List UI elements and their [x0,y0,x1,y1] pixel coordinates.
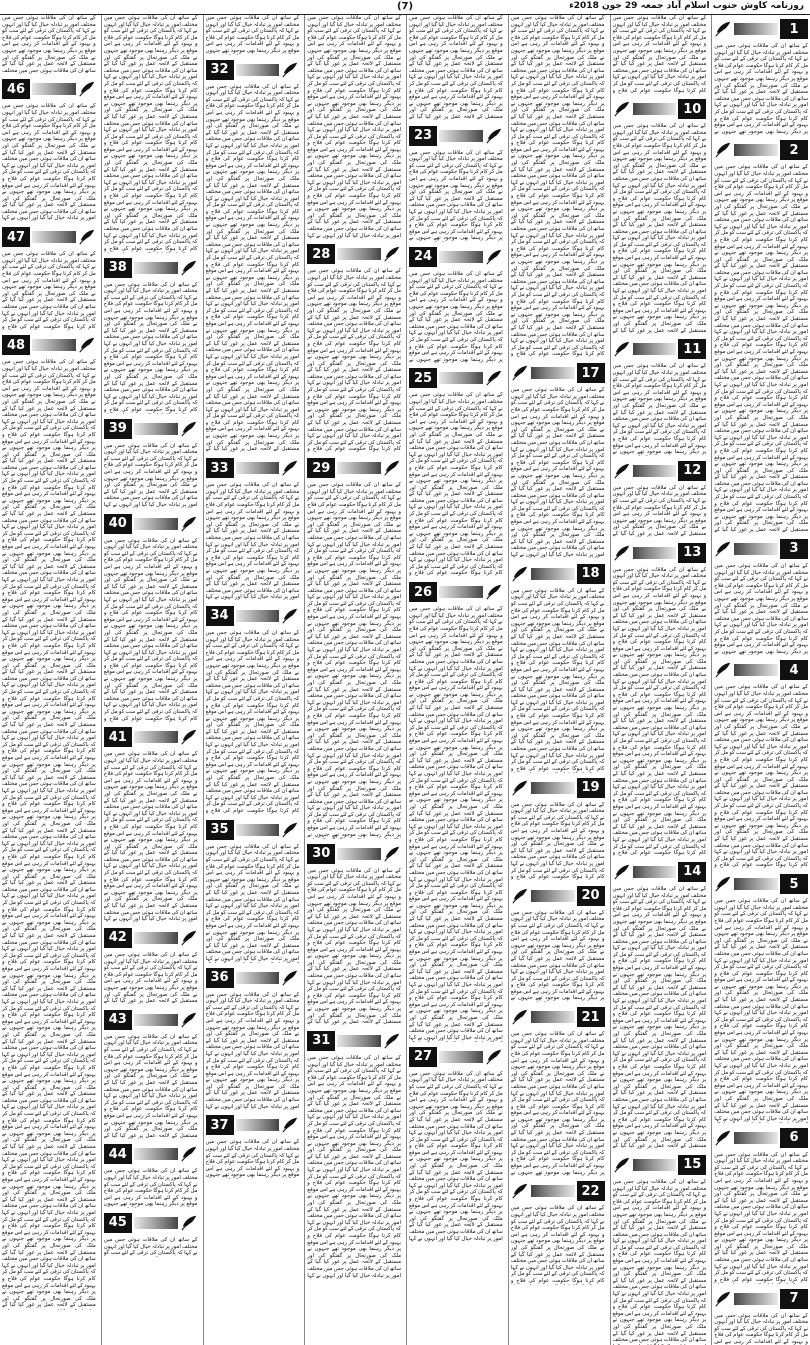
leaf-icon [383,245,401,263]
item-number: 11 [678,339,706,359]
item-number: 45 [104,1213,132,1233]
item-number: 22 [577,1181,605,1201]
column-2 [610,15,709,1345]
article-text: کے ساتھ ان کی ملاقات ہوئی جس میں مختلف امور پر تبادلہ خیال کیا گیا اور انہوں نے کہا کہ پاکستان کی ترقی کے لئے سب کو مل کر کام کرنا ہوگا حکومت عوام کی فلاح و بہبود کے لئے اقدامات کر رہی ہے اس موقع پر دیگر رہنما بھی موجود تھے جنہوں نے ملک کی صورتحال پر گفتگو کی اور مستقبل کے لائحہ عمل پر غور کیا گیا کے ساتھ ان کی ملاقات ہوئی جس میں مختلف امور پر تبادلہ خیال کیا گیا اور انہوں نے کہا کہ پاکستان کی ترقی کے لئے سب کو مل کر کام کرنا ہوگا حکومت عوام کی فلاح و بہبود کے لئے اقدامات کر رہی ہے اس موقع پر دیگر رہنما بھی موجود تھے جنہوں نے ملک کی صورتحال پر گفتگو کی اور مستقبل کے لائحہ عمل پر غور کیا گیا کے ساتھ ان کی ملاقات ہوئی جس میں مختلف امور پر تبادلہ خیال کیا گیا اور انہوں نے کہا کہ پاکستان کی ترقی کے لئے سب کو مل کر کام کرنا ہوگا حکومت عوام کی فلاح و بہبود کے لئے اقدامات کر رہی ہے اس موقع پر دیگر رہنما بھی موجود تھے جنہوں نے ملک کی صورتحال پر گفتگو کی اور مستقبل کے لائحہ عمل پر غور کیا گیا کے ساتھ ان کی ملاقات ہوئی جس میں مختلف امور پر تبادلہ خیال کیا گیا اور انہوں نے کہا کہ پاکستان کی ترقی کے لئے سب کو مل کر کام کرنا ہوگا حکومت عوام کی فلاح و [714,684,808,869]
article-text: کے ساتھ ان کی ملاقات ہوئی جس میں مختلف امور پر تبادلہ خیال کیا گیا اور انہوں نے کہا کہ پاکستان کی ترقی کے لئے سب کو مل کر کام کرنا ہوگا حکومت عوام کی فلاح و بہبود کے لئے اقدامات کر رہی ہے اس موقع پر دیگر رہنما بھی موجود تھے جنہوں نے ملک کی صورتحال پر گفتگو کی اور مستقبل کے لائحہ عمل پر غور کیا گیا کے ساتھ ان کی ملاقات ہوئی جس میں مختلف امور پر تبادلہ خیال کیا گیا اور انہوں نے کہا کہ پاکستان کی ترقی کے لئے سب کو مل کر کام کرنا ہوگا حکومت عوام کی فلاح و بہبود کے لئے اقدامات کر رہی ہے اس موقع پر دیگر رہنما بھی موجود تھے جنہوں نے ملک کی صورتحال پر گفتگو کی اور مستقبل کے لائحہ عمل پر غور کیا گیا کے ساتھ ان کی ملاقات ہوئی جس میں مختلف امور پر تبادلہ خیال کیا گیا اور انہوں نے کہا کہ پاکستان کی ترقی کے لئے سب کو مل کر کام کرنا ہوگا حکومت عوام کی فلاح و بہبود کے لئے اقدامات کر رہی ہے اس موقع پر دیگر رہنما بھی موجود تھے جنہوں نے ملک کی صورتحال پر گفتگو کی اور مستقبل کے لائحہ عمل پر غور کیا گیا کے ساتھ ان کی ملاقات ہوئی جس میں مختلف امور پر تبادلہ خیال کیا گیا اور انہوں نے کہا کہ پاکستان کی ترقی کے لئے سب کو مل کر کام کرنا ہوگا حکومت عوام کی فلاح و بہبود کے لئے اقدامات کر رہی ہے اس موقع پر دیگر رہنما بھی موجود تھے جنہوں نے ملک کی صورتحال پر گفتگو کی اور مستقبل کے لائحہ عمل پر غور کیا گیا کے ساتھ ان کی ملاقات ہوئی جس میں مختلف امور پر تبادلہ خیال کیا گیا اور انہوں نے کہا کہ پاکستان کی ترقی کے لئے سب کو مل کر کام کرنا ہوگا حکومت عوام کی فلاح و بہبود کے لئے اقدامات کر رہی ہے اس موقع پر دیگر رہنما بھی موجود تھے جنہوں نے ملک کی صورتحال پر گفتگو کی اور مستقبل کے لائحہ عمل پر غور کیا گیا کے ساتھ ان کی ملاقات ہوئی جس میں مختلف امور پر تبادلہ خیال کیا گیا اور انہوں نے کہا کہ پاکستان کی ترقی کے لئے سب کو مل کر کام کرنا ہوگا حکومت عوام کی فلاح و بہبود کے لئے اقدامات کر رہی ہے اس موقع پر دیگر رہنما بھی موجود تھے جنہوں نے ملک کی صورتحال پر گفتگو کی اور مستقبل کے لائحہ عمل پر غور کیا گیا کے ساتھ ان کی ملاقات ہوئی جس میں مختلف امور پر تبادلہ خیال کیا گیا اور انہوں نے کہا کہ پاکستان کی ترقی کے لئے سب کو مل کر کام کرنا ہوگا حکومت عوام کی فلاح و بہبود کے لئے اقدامات کر رہی ہے اس موقع پر دیگر رہنما بھی موجود تھے جنہوں نے ملک کی صورتحال پر گفتگو کی اور مستقبل کے لائحہ عمل پر غور کیا گیا کے [205,83,300,453]
item-number: 46 [2,79,30,99]
header-bar [134,1217,178,1229]
header-bar [439,251,483,263]
leaf-icon [714,661,732,679]
item-number: 5 [780,874,808,894]
newspaper-page [0,15,810,1345]
article-text: کے ساتھ ان کی ملاقات ہوئی جس میں مختلف امور پر تبادلہ خیال کیا گیا اور انہوں نے کہا کہ پاکستان کی ترقی کے لئے سب کو مل کر کام کرنا ہوگا حکومت عوام کی فلاح و بہبود کے لئے اقدامات کر رہی ہے اس موقع پر دیگر رہنما بھی موجود تھے جنہوں نے ملک کی صورتحال پر گفتگو کی اور مستقبل کے لائحہ عمل پر غور کیا گیا کے ساتھ ان کی ملاقات ہوئی جس میں مختلف امور پر تبادلہ خیال کیا گیا اور انہوں نے کہا کہ پاکستان کی ترقی کے لئے سب کو مل کر کام کرنا ہوگا حکومت عوام کی فلاح و بہبود کے لئے اقدامات کر رہی ہے اس موقع پر دیگر رہنما بھی موجود تھے جنہوں نے ملک کی صورتحال پر گفتگو کی اور مستقبل کے لائحہ عمل پر غور کیا گیا کے ساتھ ان کی ملاقات ہوئی جس میں مختلف امور پر تبادلہ خیال کیا گیا اور انہوں نے کہا کہ پاکستان کی ترقی کے لئے سب کو مل کر کام کرنا ہوگا حکومت عوام کی فلاح و بہبود کے لئے اقدامات کر رہی ہے اس موقع پر دیگر رہنما بھی موجود تھے جنہوں نے ملک کی صورتحال پر گفتگو کی اور مستقبل کے لائحہ عمل پر غور کیا گیا کے ساتھ ان کی ملاقات ہوئی جس میں مختلف امور پر تبادلہ خیال کیا گیا اور انہوں نے کہا [510,387,605,559]
article-text: کے ساتھ ان کی ملاقات ہوئی جس میں مختلف امور پر تبادلہ خیال کیا گیا اور انہوں نے کہا کہ پاکستان کی ترقی کے لئے سب کو مل کر کام کرنا ہوگا حکومت عوام کی فلاح و بہبود کے لئے اقدامات کر رہی ہے اس موقع پر دیگر رہنما بھی موجود تھے جنہوں نے ملک کی صورتحال پر گفتگو کی اور مستقبل کے لائحہ عمل پر غور کیا گیا کے ساتھ ان کی ملاقات ہوئی جس میں مختلف امور پر تبادلہ خیال کیا گیا اور انہوں نے کہا کہ پاکستان کی ترقی کے لئے سب کو مل کر کام کرنا ہوگا حکومت عوام کی فلاح و [510,1205,605,1284]
header-bar [32,339,76,351]
column-5 [304,15,403,1345]
item-number: 13 [678,543,706,563]
item-header [104,1143,198,1165]
leaf-icon [485,127,503,145]
item-header [104,726,198,748]
column-4 [406,15,505,1345]
leaf-icon [511,779,529,797]
item-header [714,1288,808,1310]
item-header [613,1154,707,1176]
leaf-icon [511,1182,529,1200]
item-number: 26 [409,582,437,602]
item-header [104,1009,198,1031]
item-number: 19 [577,778,605,798]
header-bar [734,23,778,35]
header-bar [134,1014,178,1026]
header-bar [134,262,178,274]
article-text: کے ساتھ ان کی ملاقات ہوئی جس میں مختلف امور پر تبادلہ خیال کیا گیا اور انہوں نے کہا کہ پاکستان کی ترقی کے لئے سب کو مل کر کام کرنا ہوگا حکومت عوام کی فلاح و بہبود کے لئے اقدامات کر رہی ہے اس موقع پر دیگر رہنما بھی موجود تھے جنہوں نے ملک کی صورتحال پر گفتگو کی اور مستقبل کے لائحہ عمل پر غور کیا گیا کے ساتھ ان کی ملاقات ہوئی جس میں مختلف امور پر تبادلہ خیال کیا گیا اور انہوں نے کہا کہ پاکستان کی ترقی کے لئے سب کو مل کر کام کرنا ہوگا حکومت عوام کی فلاح و بہبود کے لئے اقدامات کر رہی ہے اس موقع پر دیگر رہنما بھی موجود تھے جنہوں نے [409,270,503,363]
item-header [613,338,707,360]
article-text: کے ساتھ ان کی ملاقات ہوئی جس میں مختلف امور پر تبادلہ خیال کیا گیا اور انہوں نے کہا کہ پاکستان کی ترقی کے لئے سب کو مل کر کام کرنا ہوگا حکومت عوام کی فلاح و بہبود کے لئے اقدامات کر رہی ہے اس موقع پر دیگر رہنما بھی موجود تھے جنہوں نے ملک کی صورتحال پر گفتگو کی اور مستقبل کے لائحہ عمل پر غور کیا گیا کے ساتھ ان کی ملاقات ہوئی جس میں مختلف امور پر تبادلہ خیال کیا گیا اور انہوں نے کہا کہ پاکستان کی ترقی کے لئے سب کو مل کر کام کرنا ہوگا حکومت عوام کی فلاح و بہبود کے لئے اقدامات کر رہی ہے اس موقع پر دیگر رہنما بھی موجود تھے جنہوں نے ملک کی صورتحال پر گفتگو کی اور مستقبل کے لائحہ عمل پر غور کیا گیا کے ساتھ ان کی ملاقات ہوئی جس میں مختلف امور پر تبادلہ خیال کیا گیا اور انہوں نے کہا کہ پاکستان کی ترقی کے لئے سب کو مل کر کام کرنا ہوگا حکومت عوام کی فلاح و بہبود کے لئے اقدامات کر رہی ہے اس موقع پر دیگر رہنما بھی موجود تھے جنہوں نے ملک کی صورتحال پر گفتگو کی اور مستقبل کے لائحہ عمل پر غور کیا گیا کے ساتھ ان کی ملاقات ہوئی جس میں مختلف امور پر تبادلہ خیال کیا گیا اور انہوں نے کہا [409,1070,503,1242]
header-bar [439,1051,483,1063]
leaf-icon [180,1011,198,1029]
header-bar [531,782,575,794]
item-header [206,819,300,841]
item-number: 39 [104,419,132,439]
item-header [104,1212,198,1234]
item-header [511,885,605,907]
header-bar [32,83,76,95]
item-header [511,1006,605,1028]
header-bar [531,890,575,902]
page-header [0,0,810,15]
item-header [613,98,707,120]
article-text: کے ساتھ ان کی ملاقات ہوئی جس میں مختلف امور پر تبادلہ خیال کیا گیا اور انہوں نے کہا کہ پاکستان کی ترقی کے لئے سب کو مل کر کام کرنا ہوگا حکومت عوام کی فلاح و بہبود کے لئے اقدامات کر رہی ہے اس موقع پر دیگر رہنما بھی موجود تھے جنہوں نے ملک کی صورتحال پر گفتگو کی اور مستقبل کے لائحہ عمل پر غور کیا گیا کے ساتھ ان کی ملاقات ہوئی جس میں مختلف امور پر تبادلہ خیال کیا گیا اور انہوں نے کہا کہ پاکستان کی ترقی کے لئے سب کو مل کر کام کرنا ہوگا حکومت عوام کی فلاح و بہبود کے لئے اقدامات کر رہی ہے اس موقع پر دیگر رہنما بھی موجود تھے جنہوں نے ملک کی صورتحال پر گفتگو کی اور مستقبل کے لائحہ عمل پر غور کیا گیا کے ساتھ ان کی ملاقات ہوئی جس میں مختلف امور پر تبادلہ خیال کیا گیا اور انہوں نے کہا کہ پاکستان کی ترقی کے لئے سب کو مل کر کام کرنا ہوگا حکومت عوام کی فلاح و بہبود کے لئے اقدامات کر رہی ہے اس موقع پر دیگر رہنما بھی موجود تھے جنہوں نے ملک کی صورتحال پر گفتگو کی اور مستقبل کے لائحہ عمل پر غور کیا گیا کے [307,867,401,1026]
item-header [2,78,96,100]
item-number: 6 [780,1128,808,1148]
article-text: کے ساتھ ان کی ملاقات ہوئی جس میں مختلف امور پر تبادلہ خیال کیا گیا اور انہوں نے کہا کہ پاکستان کی ترقی کے لئے سب کو مل کر کام کرنا ہوگا حکومت عوام کی فلاح و بہبود کے لئے اقدامات کر رہی ہے اس موقع پر دیگر رہنما بھی موجود تھے جنہوں نے ملک کی صورتحال پر گفتگو کی اور مستقبل کے لائحہ عمل پر غور کیا گیا کے ساتھ ان کی ملاقات ہوئی جس میں مختلف امور پر تبادلہ خیال کیا گیا اور انہوں نے کہا کہ پاکستان کی ترقی کے لئے سب کو مل کر کام کرنا ہوگا حکومت عوام کی فلاح و بہبود کے لئے اقدامات کر رہی ہے اس موقع پر دیگر رہنما بھی موجود تھے جنہوں نے ملک کی صورتحال پر گفتگو کی اور مستقبل کے لائحہ عمل پر غور کیا گیا کے ساتھ ان کی ملاقات ہوئی جس میں مختلف امور پر تبادلہ خیال کیا گیا اور انہوں نے کہا کہ پاکستان کی ترقی کے لئے سب کو مل کر کام کرنا ہوگا حکومت عوام کی فلاح و بہبود کے لئے اقدامات کر رہی ہے اس موقع پر دیگر رہنما بھی موجود تھے جنہوں نے ملک کی صورتحال پر گفتگو کی اور مستقبل کے لائحہ عمل پر غور کیا گیا کے ساتھ ان کی ملاقات ہوئی جس میں مختلف امور پر تبادلہ خیال کیا گیا اور انہوں نے کہا کہ پاکستان کی ترقی کے لئے سب کو مل کر کام کرنا ہوگا حکومت عوام کی فلاح و [103,537,198,722]
header-bar [531,1185,575,1197]
article-text: کے ساتھ ان کی ملاقات ہوئی جس میں مختلف امور پر تبادلہ خیال کیا گیا اور انہوں نے کہا کہ پاکستان کی ترقی کے لئے سب کو مل کر کام کرنا ہوگا حکومت عوام کی فلاح و بہبود کے لئے اقدامات کر رہی ہے اس موقع پر دیگر رہنما بھی موجود تھے جنہوں نے ملک کی صورتحال پر گفتگو کی اور مستقبل کے لائحہ عمل پر غور کیا گیا کے ساتھ ان کی ملاقات ہوئی جس میں مختلف امور پر تبادلہ خیال کیا گیا اور انہوں نے کہا کہ پاکستان کی ترقی کے لئے سب کو مل کر کام کرنا ہوگا حکومت عوام کی فلاح و بہبود کے لئے اقدامات کر رہی ہے اس موقع پر دیگر رہنما بھی موجود تھے جنہوں نے ملک کی صورتحال پر گفتگو کی اور مستقبل کے لائحہ عمل پر غور کیا گیا کے ساتھ ان کی ملاقات ہوئی جس میں مختلف امور پر تبادلہ خیال کیا گیا اور انہوں نے کہا کہ پاکستان کی ترقی کے لئے سب کو مل کر کام کرنا ہوگا حکومت عوام کی فلاح و بہبود کے لئے اقدامات کر رہی ہے اس موقع پر دیگر رہنما بھی موجود تھے جنہوں نے ملک کی صورتحال پر گفتگو کی اور مستقبل کے لائحہ عمل پر غور کیا گیا کے ساتھ ان کی ملاقات ہوئی جس میں مختلف امور پر تبادلہ خیال کیا گیا اور انہوں نے کہا کہ پاکستان کی ترقی کے لئے سب کو مل کر کام کرنا ہوگا حکومت عوام کی فلاح و بہبود کے لئے اقدامات کر رہی ہے اس موقع پر دیگر رہنما بھی موجود تھے جنہوں نے ملک کی صورتحال پر گفتگو کی اور مستقبل کے لائحہ عمل پر غور کیا گیا کے ساتھ ان کی ملاقات ہوئی جس میں مختلف امور پر تبادلہ خیال کیا گیا اور انہوں نے کہا کہ پاکستان کی ترقی کے لئے سب کو مل کر کام کرنا ہوگا حکومت عوام کی فلاح و بہبود کے لئے اقدامات کر رہی ہے اس موقع پر دیگر رہنما بھی موجود تھے جنہوں نے ملک کی صورتحال پر گفتگو کی اور مستقبل کے لائحہ عمل پر غور کیا گیا کے ساتھ ان کی ملاقات ہوئی جس میں مختلف امور پر تبادلہ خیال کیا گیا اور انہوں نے کہا کہ پاکستان کی ترقی کے لئے سب کو مل کر کام کرنا ہوگا حکومت عوام کی فلاح و بہبود کے لئے اقدامات کر رہی ہے اس موقع پر دیگر رہنما بھی موجود تھے جنہوں نے ملک کی صورتحال پر گفتگو کی اور مستقبل کے لائحہ عمل پر غور کیا گیا کے ساتھ ان کی ملاقات ہوئی جس میں مختلف امور پر تبادلہ خیال کیا گیا اور انہوں نے کہا کہ پاکستان کی ترقی کے لئے سب کو مل کر کام کرنا ہوگا حکومت عوام کی فلاح و بہبود کے لئے اقدامات کر رہی ہے اس موقع پر دیگر رہنما بھی موجود تھے جنہوں نے ملک کی صورتحال پر گفتگو کی اور مستقبل کے لائحہ عمل پر غور کیا گیا کے ساتھ ان کی ملاقات ہوئی جس میں مختلف امور پر تبادلہ خیال کیا گیا اور انہوں نے کہا کہ پاکستان کی ترقی کے لئے سب کو مل کر کام کرنا ہوگا حکومت عوام کی فلاح و بہبود کے لئے اقدامات کر رہی ہے اس موقع پر دیگر رہنما بھی موجود تھے جنہوں نے ملک کی صورتحال پر گفتگو کی اور مستقبل کے لائحہ عمل پر غور کیا گیا کے ساتھ ان کی ملاقات ہوئی جس میں مختلف امور پر تبادلہ خیال کیا گیا اور انہوں نے کہا کہ پاکستان کی ترقی کے لئے سب کو مل کر کام کرنا ہوگا حکومت عوام کی فلاح و بہبود کے لئے اقدامات کر رہی ہے اس موقع پر دیگر رہنما بھی موجود تھے جنہوں نے ملک کی صورتحال پر گفتگو کی اور مستقبل کے لائحہ عمل پر غور کیا گیا کے ساتھ ان کی ملاقات ہوئی جس میں مختلف امور پر تبادلہ خیال کیا گیا اور انہوں نے کہا کہ پاکستان کی ترقی کے لئے سب کو مل کر کام کرنا ہوگا حکومت عوام کی فلاح و بہبود کے لئے اقدامات کر رہی ہے اس موقع پر دیگر رہنما بھی موجود تھے جنہوں نے ملک کی صورتحال پر گفتگو کی اور مستقبل کے لائحہ عمل پر غور کیا گیا کے ساتھ ان کی ملاقات ہوئی جس میں مختلف امور پر تبادلہ خیال کیا گیا اور انہوں نے کہا کہ پاکستان کی ترقی کے لئے سب کو مل کر کام کرنا ہوگا حکومت عوام کی فلاح و بہبود کے لئے اقدامات کر رہی ہے اس موقع پر دیگر رہنما بھی موجود تھے جنہوں نے ملک کی صورتحال پر گفتگو کی اور مستقبل کے لائحہ عمل پر غور کیا گیا کے ساتھ ان کی ملاقات ہوئی جس میں مختلف امور پر تبادلہ خیال کیا گیا اور انہوں نے کہا کہ پاکستان کی ترقی کے لئے سب کو مل کر کام کرنا ہوگا حکومت عوام کی فلاح و بہبود کے لئے اقدامات کر رہی ہے اس موقع پر دیگر رہنما بھی موجود تھے جنہوں نے ملک کی صورتحال پر گفتگو کی اور مستقبل کے لائحہ عمل پر غور کیا گیا کے ساتھ ان کی ملاقات ہوئی جس میں مختلف امور پر تبادلہ خیال کیا گیا اور انہوں نے کہا کہ پاکستان کی ترقی کے لئے سب کو مل کر کام کرنا ہوگا حکومت عوام کی فلاح و بہبود کے لئے اقدامات کر رہی ہے اس موقع پر دیگر رہنما بھی موجود تھے جنہوں نے ملک کی صورتحال پر گفتگو کی اور مستقبل کے لائحہ عمل پر غور کیا گیا کے ساتھ ان کی ملاقات ہوئی جس میں مختلف امور پر تبادلہ خیال کیا گیا اور انہوں نے کہا کہ پاکستان کی ترقی کے لئے سب کو مل کر کام کرنا ہوگا حکومت عوام کی فلاح و بہبود کے لئے اقدامات کر رہی ہے اس موقع پر دیگر رہنما بھی موجود تھے جنہوں نے ملک کی صورتحال پر گفتگو کی اور مستقبل کے لائحہ عمل پر غور کیا گیا کے ساتھ ان کی ملاقات ہوئی جس میں مختلف امور پر تبادلہ خیال کیا گیا اور انہوں نے کہا کہ پاکستان کی ترقی کے لئے سب کو مل کر کام کرنا ہوگا حکومت عوام کی فلاح و بہبود کے لئے اقدامات کر رہی ہے اس موقع پر دیگر رہنما بھی موجود تھے جنہوں نے ملک کی صورتحال پر گفتگو کی اور مستقبل کے لائحہ عمل پر غور کیا گیا کے ساتھ ان کی ملاقات ہوئی جس میں مختلف امور پر تبادلہ خیال کیا گیا اور انہوں نے کہا کہ پاکستان کی ترقی کے لئے سب کو مل کر کام کرنا ہوگا حکومت عوام کی فلاح و بہبود کے لئے اقدامات کر رہی ہے اس موقع پر دیگر رہنما بھی موجود تھے جنہوں نے ملک کی صورتحال پر گفتگو کی اور مستقبل کے لائحہ عمل پر غور کیا گیا کے ساتھ ان کی ملاقات ہوئی جس میں مختلف امور پر تبادلہ خیال کیا گیا اور انہوں نے کہا کہ پاکستان کی ترقی کے لئے سب کو مل کر کام کرنا ہوگا حکومت عوام کی فلاح و بہبود کے لئے اقدامات کر رہی ہے اس موقع پر دیگر رہنما بھی موجود تھے جنہوں نے ملک کی صورتحال پر گفتگو کی اور مستقبل کے لائحہ عمل پر غور کیا گیا کے ساتھ ان کی ملاقات ہوئی جس میں مختلف امور پر تبادلہ خیال کیا گیا اور انہوں نے کہا کہ پاکستان کی ترقی کے لئے سب کو مل کر کام کرنا ہوگا حکومت عوام کی فلاح و بہبود کے لئے اقدامات کر رہی ہے اس موقع پر دیگر رہنما بھی موجود تھے جنہوں نے ملک کی صورتحال پر گفتگو کی اور مستقبل کے لائحہ عمل پر غور کیا گیا کے [2,359,96,1309]
header-bar [531,367,575,379]
article-text: کے ساتھ ان کی ملاقات ہوئی جس میں مختلف امور پر تبادلہ خیال کیا گیا اور انہوں نے کہا کہ پاکستان کی ترقی کے لئے سب کو مل کر کام کرنا ہوگا حکومت عوام کی فلاح و بہبود کے لئے اقدامات کر رہی ہے اس موقع پر دیگر رہنما بھی موجود تھے جنہوں نے ملک کی صورتحال پر گفتگو کی اور مستقبل کے لائحہ عمل پر غور کیا گیا کے ساتھ ان کی ملاقات ہوئی جس میں مختلف امور پر تبادلہ خیال کیا گیا اور انہوں نے کہا کہ پاکستان کی ترقی کے لئے سب کو مل کر کام کرنا ہوگا حکومت عوام کی فلاح و بہبود کے لئے اقدامات کر رہی ہے اس موقع پر دیگر رہنما بھی موجود تھے جنہوں نے ملک کی صورتحال پر گفتگو کی اور مستقبل کے لائحہ عمل پر غور کیا گیا کے ساتھ ان کی ملاقات ہوئی جس میں مختلف امور پر تبادلہ خیال کیا گیا اور انہوں نے کہا کہ پاکستان کی ترقی کے لئے سب کو مل کر کام کرنا ہوگا حکومت عوام کی فلاح و بہبود کے لئے اقدامات کر رہی ہے اس موقع پر دیگر رہنما بھی موجود تھے جنہوں نے ملک کی صورتحال پر گفتگو کی اور مستقبل کے لائحہ عمل پر غور کیا گیا کے ساتھ ان کی ملاقات ہوئی جس میں مختلف امور پر تبادلہ خیال کیا گیا اور انہوں نے کہا کہ پاکستان کی ترقی کے لئے سب کو مل کر کام کرنا ہوگا حکومت عوام کی فلاح و بہبود کے لئے اقدامات کر رہی ہے اس موقع پر دیگر رہنما بھی موجود تھے جنہوں نے ملک کی صورتحال پر گفتگو کی اور مستقبل کے لائحہ عمل پر غور کیا گیا کے ساتھ ان کی ملاقات ہوئی جس میں مختلف امور پر تبادلہ خیال کیا گیا اور انہوں نے کہا کہ پاکستان کی ترقی کے لئے سب کو مل کر کام کرنا ہوگا حکومت عوام کی فلاح و بہبود کے لئے اقدامات کر رہی ہے اس موقع پر دیگر رہنما بھی موجود تھے جنہوں نے ملک کی صورتحال پر گفتگو کی اور مستقبل کے لائحہ عمل پر غور کیا گیا کے ساتھ ان کی ملاقات ہوئی جس میں مختلف امور پر تبادلہ خیال کیا گیا اور انہوں نے کہا کہ پاکستان کی ترقی کے لئے سب کو مل کر کام کرنا ہوگا حکومت عوام کی فلاح و بہبود کے لئے اقدامات کر رہی ہے اس موقع پر دیگر رہنما بھی موجود تھے جنہوں نے ملک کی صورتحال پر گفتگو کی اور مستقبل کے لائحہ عمل پر غور کیا گیا کے ساتھ ان کی ملاقات ہوئی جس میں مختلف امور پر تبادلہ خیال کیا گیا اور انہوں نے کہا کہ پاکستان کی ترقی کے لئے سب کو مل کر کام کرنا ہوگا حکومت عوام کی فلاح و بہبود کے لئے اقدامات کر رہی ہے اس موقع پر دیگر رہنما بھی موجود تھے جنہوں نے ملک کی صورتحال پر گفتگو کی اور مستقبل کے لائحہ عمل پر غور کیا گیا کے [714,164,808,534]
article-text: کے ساتھ ان کی ملاقات ہوئی جس میں مختلف امور پر تبادلہ خیال کیا گیا اور انہوں نے کہا کہ پاکستان کی ترقی کے لئے سب کو مل کر کام کرنا ہوگا حکومت عوام کی فلاح و بہبود کے لئے اقدامات کر رہی ہے اس موقع پر دیگر رہنما بھی موجود تھے جنہوں نے ملک کی صورتحال پر گفتگو کی اور مستقبل کے لائحہ عمل پر غور کیا گیا کے ساتھ ان کی ملاقات ہوئی جس میں مختلف امور پر تبادلہ خیال کیا گیا اور انہوں نے کہا کہ پاکستان کی ترقی کے لئے سب کو مل کر کام کرنا ہوگا حکومت عوام کی فلاح و بہبود کے لئے اقدامات کر رہی ہے اس موقع پر دیگر رہنما بھی موجود تھے جنہوں نے ملک کی صورتحال پر گفتگو کی اور مستقبل کے لائحہ عمل پر غور کیا گیا کے ساتھ ان کی ملاقات ہوئی جس میں مختلف امور پر تبادلہ خیال کیا گیا اور انہوں نے کہا کہ پاکستان کی ترقی کے لئے سب کو مل کر کام کرنا ہوگا حکومت عوام کی فلاح و بہبود کے لئے اقدامات کر رہی ہے اس موقع پر دیگر رہنما بھی موجود تھے جنہوں نے ملک کی صورتحال پر گفتگو کی اور مستقبل کے لائحہ عمل پر غور کیا گیا کے ساتھ ان کی ملاقات ہوئی جس میں مختلف امور پر تبادلہ خیال کیا گیا اور انہوں نے کہا کہ پاکستان کی ترقی کے لئے سب کو مل کر کام کرنا ہوگا حکومت عوام کی فلاح و بہبود کے لئے اقدامات کر رہی ہے اس موقع پر دیگر رہنما بھی موجود تھے جنہوں نے ملک کی صورتحال پر گفتگو کی اور مستقبل کے لائحہ عمل پر غور کیا گیا کے ساتھ ان کی ملاقات ہوئی جس میں مختلف امور پر تبادلہ خیال کیا گیا اور انہوں نے کہا [714,898,808,1122]
article-text: کے ساتھ ان کی ملاقات ہوئی جس میں مختلف امور پر تبادلہ خیال کیا گیا اور انہوں نے کہا کہ پاکستان کی ترقی کے لئے سب کو مل کر کام کرنا ہوگا حکومت عوام کی فلاح و بہبود کے لئے اقدامات کر رہی ہے اس موقع پر دیگر رہنما بھی موجود تھے جنہوں نے ملک کی صورتحال پر گفتگو کی اور مستقبل کے لائحہ عمل پر غور کیا گیا کے ساتھ ان کی ملاقات ہوئی جس میں مختلف امور پر تبادلہ خیال کیا گیا اور انہوں نے کہا کہ پاکستان کی ترقی کے لئے سب کو مل کر کام کرنا ہوگا حکومت عوام کی فلاح و بہبود کے لئے اقدامات کر رہی ہے اس موقع پر دیگر رہنما بھی موجود تھے جنہوں نے ملک کی صورتحال پر گفتگو کی اور مستقبل کے لائحہ عمل پر غور کیا گیا کے ساتھ ان کی ملاقات ہوئی جس میں مختلف امور پر تبادلہ خیال کیا گیا اور انہوں نے کہا کہ پاکستان کی ترقی کے لئے سب کو مل کر کام کرنا ہوگا حکومت عوام کی فلاح و بہبود کے لئے اقدامات کر رہی ہے اس موقع پر دیگر رہنما بھی موجود تھے جنہوں نے ملک کی صورتحال پر گفتگو کی اور مستقبل کے لائحہ عمل پر غور کیا گیا کے ساتھ ان کی ملاقات ہوئی جس میں مختلف امور پر تبادلہ خیال کیا گیا اور انہوں نے کہا [103,751,198,923]
article-text: کے ساتھ ان کی ملاقات ہوئی جس میں مختلف امور پر تبادلہ خیال کیا گیا اور انہوں نے کہا کہ پاکستان کی ترقی کے لئے سب کو [103,1236,198,1257]
leaf-icon [613,544,631,562]
item-number: 32 [206,60,234,80]
item-number: 44 [104,1144,132,1164]
article-text: کے ساتھ ان کی ملاقات ہوئی جس میں مختلف امور پر تبادلہ خیال کیا گیا اور انہوں نے کہا کہ پاکستان کی ترقی کے لئے سب کو مل کر کام کرنا ہوگا حکومت عوام کی فلاح و بہبود کے لئے اقدامات کر رہی ہے اس موقع پر دیگر رہنما بھی موجود تھے جنہوں [205,15,300,54]
header-bar [337,1035,381,1047]
item-header [409,581,503,603]
item-header [511,777,605,799]
item-number: 38 [104,258,132,278]
item-number: 4 [780,660,808,680]
item-header [206,967,300,989]
item-header [714,139,808,161]
article-text: کے ساتھ ان کی ملاقات ہوئی جس میں مختلف امور پر تبادلہ خیال کیا گیا اور انہوں نے کہا کہ پاکستان کی ترقی کے لئے سب کو مل کر کام کرنا ہوگا حکومت عوام کی فلاح و بہبود کے لئے اقدامات کر رہی ہے اس موقع پر دیگر رہنما بھی موجود تھے جنہوں نے ملک کی صورتحال پر گفتگو کی اور مستقبل کے لائحہ عمل پر غور کیا گیا کے ساتھ ان کی ملاقات ہوئی جس میں مختلف امور پر تبادلہ خیال کیا گیا اور انہوں نے کہا کہ پاکستان کی ترقی کے لئے سب کو مل کر کام کرنا ہوگا حکومت عوام کی فلاح و بہبود کے لئے اقدامات کر رہی ہے اس موقع پر دیگر رہنما بھی موجود تھے جنہوں نے ملک کی صورتحال پر گفتگو کی اور مستقبل کے لائحہ عمل پر غور کیا گیا کے ساتھ ان کی ملاقات ہوئی جس میں مختلف امور پر تبادلہ خیال کیا گیا اور انہوں نے کہا کہ پاکستان کی ترقی کے لئے سب کو مل کر کام کرنا ہوگا حکومت عوام کی فلاح و بہبود کے لئے اقدامات کر رہی ہے اس موقع پر دیگر رہنما بھی موجود تھے جنہوں نے [510,1031,605,1176]
article-text: کے ساتھ ان کی ملاقات ہوئی جس میں مختلف امور پر تبادلہ خیال کیا گیا اور انہوں نے کہا کہ پاکستان کی ترقی کے لئے سب کو مل کر کام کرنا ہوگا حکومت عوام کی فلاح و بہبود کے لئے اقدامات کر رہی ہے اس موقع پر دیگر رہنما بھی موجود تھے جنہوں نے ملک کی صورتحال پر گفتگو کی اور مستقبل کے لائحہ عمل پر غور کیا گیا کے ساتھ ان کی ملاقات ہوئی جس میں مختلف امور پر تبادلہ خیال کیا گیا اور انہوں نے کہا کہ پاکستان کی ترقی کے لئے سب کو مل کر کام کرنا ہوگا حکومت عوام کی فلاح و بہبود کے لئے اقدامات کر رہی ہے اس موقع پر دیگر رہنما بھی موجود تھے جنہوں نے ملک کی صورتحال پر گفتگو کی اور مستقبل کے لائحہ عمل پر غور کیا گیا کے ساتھ ان کی ملاقات ہوئی جس میں مختلف امور پر تبادلہ خیال کیا گیا اور انہوں نے کہا کہ پاکستان کی ترقی کے لئے سب کو مل کر کام کرنا ہوگا حکومت عوام کی فلاح و بہبود کے لئے اقدامات کر رہی ہے اس موقع پر دیگر رہنما بھی موجود تھے جنہوں نے ملک کی صورتحال پر گفتگو کی اور مستقبل کے لائحہ عمل پر غور کیا گیا کے ساتھ ان کی ملاقات ہوئی جس میں مختلف امور پر تبادلہ خیال کیا گیا اور انہوں نے کہا کہ پاکستان کی ترقی کے لئے سب کو مل کر کام کرنا ہوگا حکومت عوام کی فلاح و [307,268,401,453]
header-bar [633,1159,677,1171]
header-bar [633,103,677,115]
header-bar [734,1132,778,1144]
item-number: 1 [780,19,808,39]
article-text: کے ساتھ ان کی ملاقات ہوئی جس میں مختلف امور پر تبادلہ خیال کیا گیا اور انہوں نے کہا کہ پاکستان کی ترقی کے لئے سب کو مل کر کام کرنا ہوگا حکومت عوام کی فلاح و بہبود کے لئے اقدامات کر رہی ہے اس موقع پر دیگر رہنما بھی موجود تھے جنہوں نے ملک کی صورتحال پر گفتگو کی اور مستقبل کے لائحہ عمل پر غور کیا گیا کے ساتھ ان کی ملاقات ہوئی جس میں مختلف امور پر تبادلہ خیال کیا گیا اور انہوں نے کہا کہ پاکستان کی ترقی کے لئے سب کو مل کر کام کرنا ہوگا حکومت عوام کی فلاح و بہبود کے لئے اقدامات کر رہی ہے اس موقع پر دیگر رہنما بھی موجود تھے جنہوں نے [612,363,707,456]
item-number: 40 [104,514,132,534]
item-number: 12 [678,461,706,481]
article-text: کے ساتھ ان کی ملاقات ہوئی جس میں مختلف امور پر تبادلہ خیال کیا گیا اور انہوں نے کہا کہ پاکستان کی ترقی کے لئے سب کو مل کر کام کرنا ہوگا حکومت عوام کی فلاح و بہبود کے لئے اقدامات کر رہی ہے اس موقع پر دیگر رہنما بھی موجود تھے جنہوں نے ملک کی صورتحال پر گفتگو کی اور مستقبل کے لائحہ عمل پر غور کیا گیا کے ساتھ ان کی ملاقات ہوئی جس میں مختلف امور پر تبادلہ خیال کیا گیا اور انہوں نے کہا کہ پاکستان کی ترقی کے لئے سب کو مل کر کام کرنا ہوگا حکومت عوام کی فلاح و بہبود کے لئے اقدامات کر رہی ہے اس موقع پر دیگر رہنما بھی موجود تھے جنہوں نے ملک کی صورتحال پر گفتگو کی اور مستقبل کے لائحہ عمل پر غور کیا گیا کے [103,1033,198,1139]
item-header [409,367,503,389]
leaf-icon [714,1290,732,1308]
header-bar [134,518,178,530]
header-bar [236,1119,280,1131]
leaf-icon [180,1145,198,1163]
header-bar [439,372,483,384]
article-text: کے ساتھ ان کی ملاقات ہوئی جس میں مختلف امور پر تبادلہ خیال کیا گیا اور انہوں نے کہا کہ پاکستان کی ترقی کے لئے سب کو مل کر کام کرنا ہوگا حکومت عوام کی فلاح و بہبود کے لئے اقدامات کر رہی ہے اس موقع پر دیگر رہنما بھی موجود تھے جنہوں نے ملک کی صورتحال پر گفتگو کی اور مستقبل کے لائحہ عمل پر غور کیا گیا کے ساتھ ان کی ملاقات ہوئی جس میں مختلف امور پر تبادلہ خیال کیا گیا اور انہوں نے کہا کہ پاکستان کی ترقی کے لئے سب کو مل کر کام کرنا ہوگا حکومت عوام کی فلاح و بہبود کے لئے اقدامات کر رہی ہے اس موقع پر دیگر رہنما بھی موجود تھے جنہوں نے ملک کی صورتحال پر گفتگو کی اور مستقبل کے لائحہ عمل پر غور کیا گیا کے ساتھ ان کی ملاقات ہوئی جس میں مختلف امور پر تبادلہ خیال کیا گیا اور انہوں نے کہا کہ پاکستان کی ترقی کے لئے سب کو مل کر کام کرنا ہوگا حکومت عوام کی فلاح و [103,281,198,413]
article-text: کے ساتھ ان کی ملاقات ہوئی جس میں مختلف امور پر تبادلہ خیال کیا گیا اور انہوں نے کہا کہ پاکستان کی ترقی کے لئے سب کو مل کر کام کرنا ہوگا حکومت عوام کی فلاح و بہبود کے لئے اقدامات کر رہی ہے اس موقع پر دیگر رہنما بھی موجود تھے جنہوں نے ملک کی صورتحال پر گفتگو کی اور مستقبل کے لائحہ عمل پر غور کیا گیا کے ساتھ ان کی ملاقات ہوئی جس میں مختلف امور پر تبادلہ خیال کیا گیا اور انہوں نے کہا کہ پاکستان کی ترقی کے لئے سب کو مل کر کام کرنا ہوگا حکومت عوام کی فلاح و بہبود کے لئے اقدامات کر رہی ہے اس موقع پر دیگر رہنما بھی موجود تھے جنہوں نے ملک کی صورتحال پر گفتگو کی اور مستقبل کے لائحہ عمل پر غور کیا گیا کے ساتھ ان کی ملاقات ہوئی جس میں مختلف امور پر تبادلہ خیال کیا گیا اور انہوں نے کہا کہ پاکستان کی ترقی کے لئے سب کو مل کر کام کرنا ہوگا حکومت عوام کی فلاح و بہبود کے لئے اقدامات کر رہی ہے اس موقع پر دیگر رہنما بھی موجود تھے جنہوں نے ملک کی صورتحال پر گفتگو کی اور مستقبل کے لائحہ عمل پر غور کیا گیا کے ساتھ ان کی ملاقات ہوئی جس میں مختلف امور پر تبادلہ خیال کیا گیا اور انہوں نے کہا کہ پاکستان کی ترقی کے لئے سب کو مل کر کام کرنا ہوگا حکومت عوام کی فلاح و بہبود کے لئے اقدامات کر رہی ہے اس موقع پر دیگر رہنما بھی موجود تھے جنہوں نے ملک کی صورتحال پر گفتگو کی اور مستقبل کے لائحہ عمل پر غور کیا گیا کے ساتھ ان کی ملاقات ہوئی جس میں مختلف امور پر تبادلہ خیال کیا گیا اور انہوں نے کہا کہ پاکستان کی ترقی کے لئے سب کو مل کر کام کرنا ہوگا حکومت عوام کی فلاح و [103,15,198,252]
leaf-icon [180,728,198,746]
article-text: کے ساتھ ان کی ملاقات ہوئی جس میں مختلف امور پر تبادلہ خیال کیا گیا اور انہوں نے کہا کہ پاکستان کی ترقی کے لئے سب کو مل کر کام کرنا ہوگا حکومت عوام کی فلاح و بہبود کے لئے اقدامات کر رہی ہے اس موقع پر دیگر رہنما بھی موجود تھے جنہوں نے ملک کی صورتحال پر گفتگو کی اور مستقبل کے لائحہ عمل پر غور کیا گیا کے ساتھ ان کی ملاقات ہوئی جس میں مختلف امور پر تبادلہ خیال کیا گیا اور انہوں نے کہا کہ پاکستان کی ترقی کے لئے سب کو مل کر کام کرنا ہوگا حکومت عوام کی فلاح و [510,801,605,881]
article-text: کے ساتھ ان کی ملاقات ہوئی جس میں مختلف امور پر تبادلہ خیال کیا گیا اور انہوں نے کہا کہ پاکستان کی ترقی کے لئے سب کو مل کر کام کرنا ہوگا حکومت عوام کی فلاح و بہبود کے لئے اقدامات کر رہی ہے اس موقع پر دیگر رہنما بھی موجود تھے جنہوں نے ملک کی صورتحال پر گفتگو کی اور مستقبل کے لائحہ عمل پر غور کیا گیا کے ساتھ ان کی ملاقات ہوئی جس میں مختلف امور پر تبادلہ خیال کیا گیا اور انہوں نے کہا کہ پاکستان کی ترقی کے لئے سب کو مل کر کام کرنا ہوگا حکومت عوام کی فلاح و بہبود کے لئے اقدامات کر رہی ہے اس موقع پر دیگر رہنما بھی موجود تھے جنہوں نے ملک کی صورتحال پر گفتگو کی اور مستقبل کے لائحہ عمل پر غور کیا گیا کے ساتھ ان کی ملاقات ہوئی جس میں مختلف امور پر تبادلہ خیال کیا گیا اور انہوں نے کہا کہ پاکستان کی ترقی کے لئے سب کو مل کر کام کرنا ہوگا حکومت عوام کی فلاح و بہبود کے لئے اقدامات کر رہی ہے اس موقع پر دیگر رہنما بھی موجود تھے جنہوں نے ملک کی صورتحال پر گفتگو کی اور مستقبل کے لائحہ عمل پر غور کیا گیا کے ساتھ ان کی ملاقات ہوئی جس میں مختلف امور پر تبادلہ خیال کیا گیا اور انہوں نے کہا کہ پاکستان کی ترقی کے لئے سب کو مل کر کام کرنا ہوگا حکومت عوام کی فلاح و بہبود کے لئے اقدامات کر رہی ہے اس موقع پر دیگر رہنما بھی موجود تھے جنہوں نے ملک کی صورتحال پر گفتگو کی اور مستقبل کے لائحہ عمل پر غور کیا گیا کے ساتھ ان کی ملاقات ہوئی جس میں مختلف امور پر تبادلہ خیال کیا گیا اور انہوں نے کہا [307,15,401,239]
header-bar [236,824,280,836]
item-header [307,457,401,479]
article-text: کے ساتھ ان کی ملاقات ہوئی جس میں مختلف امور پر تبادلہ خیال کیا گیا اور انہوں نے کہا کہ پاکستان کی ترقی کے لئے سب کو مل کر کام کرنا ہوگا حکومت عوام کی فلاح و بہبود کے لئے اقدامات کر رہی ہے اس موقع پر دیگر رہنما بھی موجود تھے جنہوں نے ملک کی صورتحال پر گفتگو کی اور مستقبل کے لائحہ عمل پر غور کیا گیا کے ساتھ ان کی ملاقات ہوئی جس میں مختلف امور پر تبادلہ خیال کیا گیا اور انہوں نے کہا کہ پاکستان کی ترقی کے لئے سب کو مل کر کام کرنا ہوگا حکومت عوام کی فلاح و بہبود کے لئے اقدامات کر رہی ہے اس موقع پر دیگر رہنما بھی موجود تھے جنہوں نے ملک کی صورتحال پر گفتگو کی اور مستقبل کے لائحہ عمل پر غور کیا گیا کے ساتھ ان کی ملاقات ہوئی جس میں مختلف امور پر تبادلہ خیال کیا گیا اور انہوں نے کہا کہ پاکستان کی ترقی کے لئے سب کو مل کر کام کرنا ہوگا حکومت عوام کی فلاح و بہبود کے لئے اقدامات کر رہی ہے اس موقع پر دیگر رہنما بھی موجود تھے جنہوں نے ملک کی صورتحال پر گفتگو کی اور مستقبل کے لائحہ عمل پر غور کیا گیا کے ساتھ ان کی ملاقات ہوئی جس میں مختلف امور پر تبادلہ خیال کیا گیا اور انہوں نے کہا کہ پاکستان کی ترقی کے لئے سب کو مل کر کام کرنا ہوگا حکومت عوام کی فلاح و بہبود کے لئے اقدامات کر رہی ہے اس موقع پر دیگر رہنما بھی موجود تھے جنہوں نے ملک کی صورتحال پر گفتگو کی اور مستقبل کے لائحہ عمل پر غور کیا گیا کے ساتھ ان کی ملاقات ہوئی جس میں مختلف امور پر تبادلہ خیال کیا گیا اور انہوں نے کہا کہ پاکستان کی ترقی کے لئے سب کو مل کر کام کرنا ہوگا حکومت عوام کی فلاح و بہبود کے لئے اقدامات کر رہی ہے اس موقع پر دیگر رہنما بھی موجود تھے جنہوں نے ملک کی صورتحال پر گفتگو کی اور مستقبل کے لائحہ عمل پر غور کیا گیا کے ساتھ ان کی ملاقات ہوئی جس میں مختلف امور پر تبادلہ خیال کیا گیا اور انہوں نے کہا کہ پاکستان کی ترقی کے لئے سب کو مل کر کام کرنا ہوگا حکومت عوام کی فلاح و [612,566,707,857]
header-bar [633,866,677,878]
column-1 [711,15,810,1345]
item-header [511,362,605,384]
item-header [511,563,605,585]
item-header [206,59,300,81]
article-text: کے ساتھ ان کی ملاقات ہوئی جس میں مختلف امور پر تبادلہ خیال کیا گیا اور انہوں نے کہا کہ پاکستان کی ترقی کے لئے سب کو مل کر کام کرنا ہوگا حکومت عوام کی فلاح و بہبود کے لئے اقدامات کر رہی ہے اس موقع پر دیگر رہنما بھی موجود تھے جنہوں نے ملک کی صورتحال پر گفتگو کی اور مستقبل کے لائحہ عمل پر غور کیا گیا کے ساتھ ان کی ملاقات ہوئی جس میں مختلف امور پر تبادلہ خیال کیا گیا اور انہوں نے کہا کہ پاکستان کی ترقی کے لئے سب کو مل کر کام کرنا ہوگا حکومت عوام کی فلاح و بہبود کے لئے اقدامات کر رہی ہے اس موقع پر دیگر رہنما بھی موجود تھے جنہوں نے ملک کی صورتحال پر گفتگو کی اور مستقبل کے لائحہ عمل پر غور کیا گیا کے ساتھ ان کی ملاقات ہوئی جس میں مختلف امور پر تبادلہ خیال کیا گیا اور انہوں نے کہا کہ پاکستان کی ترقی کے لئے سب کو مل کر کام کرنا ہوگا حکومت عوام کی فلاح و بہبود کے لئے اقدامات کر رہی ہے اس موقع پر دیگر رہنما بھی موجود تھے جنہوں نے ملک کی صورتحال پر گفتگو کی اور مستقبل کے لائحہ عمل پر غور کیا گیا کے ساتھ ان کی ملاقات ہوئی جس میں مختلف امور پر تبادلہ خیال کیا گیا اور انہوں نے کہا کہ پاکستان کی ترقی کے لئے سب کو مل کر کام کرنا ہوگا حکومت عوام کی فلاح و بہبود کے لئے اقدامات کر رہی ہے اس موقع پر دیگر رہنما بھی موجود تھے جنہوں نے ملک کی صورتحال پر گفتگو کی اور مستقبل کے لائحہ عمل پر غور کیا گیا کے ساتھ ان کی ملاقات ہوئی جس میں مختلف امور پر تبادلہ خیال کیا گیا اور انہوں نے کہا [307,1054,401,1279]
leaf-icon [714,540,732,558]
item-header [104,513,198,535]
column-7 [101,15,200,1345]
item-number: 41 [104,727,132,747]
item-number: 47 [2,227,30,247]
item-header [2,334,96,356]
page-number: (7) [396,1,414,12]
article-text: کے ساتھ ان کی ملاقات ہوئی جس میں مختلف امور پر تبادلہ خیال کیا گیا اور انہوں نے کہا کہ پاکستان کی ترقی کے لئے سب کو مل کر کام کرنا ہوگا حکومت عوام کی فلاح و بہبود کے لئے اقدامات کر رہی ہے اس موقع پر دیگر رہنما بھی موجود تھے جنہوں نے ملک کی صورتحال پر گفتگو کی اور مستقبل کے لائحہ عمل پر غور کیا گیا کے ساتھ ان کی ملاقات ہوئی جس میں مختلف امور پر تبادلہ خیال کیا گیا اور انہوں نے کہا کہ پاکستان کی ترقی کے لئے سب کو مل کر کام کرنا ہوگا حکومت عوام کی فلاح و بہبود کے لئے اقدامات کر رہی ہے اس موقع پر دیگر رہنما بھی موجود تھے جنہوں نے ملک کی صورتحال پر گفتگو کی اور مستقبل کے لائحہ عمل پر غور کیا گیا کے ساتھ ان کی ملاقات ہوئی جس میں مختلف امور پر تبادلہ خیال کیا گیا اور انہوں نے کہا کہ پاکستان کی ترقی کے لئے سب کو مل کر کام کرنا ہوگا حکومت عوام کی فلاح و بہبود کے لئے اقدامات کر رہی ہے اس موقع پر دیگر رہنما بھی موجود تھے جنہوں نے ملک کی صورتحال پر گفتگو کی اور مستقبل کے لائحہ عمل پر غور کیا گیا کے ساتھ ان کی ملاقات ہوئی جس میں مختلف امور پر تبادلہ خیال کیا گیا اور انہوں نے کہا کہ پاکستان کی ترقی کے لئے سب کو مل کر کام کرنا ہوگا حکومت عوام کی فلاح و بہبود کے لئے اقدامات کر رہی ہے اس موقع پر دیگر رہنما بھی موجود تھے جنہوں نے ملک کی صورتحال پر گفتگو کی اور مستقبل کے لائحہ عمل پر غور کیا گیا کے ساتھ ان کی ملاقات ہوئی جس میں مختلف امور پر تبادلہ خیال کیا گیا اور انہوں نے کہا کہ پاکستان کی ترقی کے لئے سب کو مل کر کام کرنا ہوگا حکومت عوام کی فلاح و بہبود کے لئے اقدامات کر رہی ہے اس موقع پر دیگر رہنما بھی موجود تھے جنہوں نے ملک کی صورتحال پر گفتگو کی اور مستقبل کے لائحہ عمل پر غور کیا گیا کے ساتھ ان کی ملاقات ہوئی جس میں مختلف امور پر تبادلہ خیال کیا گیا اور انہوں نے کہا کہ پاکستان کی ترقی کے لئے سب کو مل کر کام کرنا ہوگا حکومت عوام کی فلاح و بہبود کے لئے اقدامات کر رہی ہے اس موقع پر دیگر رہنما بھی موجود تھے جنہوں نے ملک کی صورتحال پر گفتگو کی اور مستقبل کے لائحہ عمل پر غور کیا گیا کے ساتھ ان کی ملاقات ہوئی جس میں مختلف امور پر تبادلہ خیال کیا گیا اور انہوں نے کہا کہ پاکستان کی ترقی کے لئے سب کو مل کر کام کرنا ہوگا حکومت عوام کی فلاح و [510,15,605,358]
item-header [714,538,808,560]
leaf-icon [485,583,503,601]
article-text: کے ساتھ ان کی ملاقات ہوئی جس میں مختلف امور پر تبادلہ خیال کیا گیا اور انہوں نے کہا کہ پاکستان کی ترقی کے لئے سب کو مل کر کام کرنا ہوگا حکومت عوام کی فلاح و بہبود کے لئے اقدامات کر رہی ہے اس موقع پر دیگر رہنما بھی موجود تھے جنہوں نے ملک کی صورتحال پر گفتگو کی اور مستقبل کے لائحہ عمل پر غور کیا گیا کے ساتھ ان کی ملاقات ہوئی جس میں مختلف امور پر تبادلہ خیال کیا گیا اور انہوں نے کہا کہ پاکستان کی ترقی کے لئے سب کو مل کر کام کرنا ہوگا حکومت عوام کی فلاح و بہبود کے لئے اقدامات کر رہی ہے اس موقع پر دیگر رہنما بھی موجود تھے جنہوں نے ملک کی صورتحال پر گفتگو کی اور مستقبل کے لائحہ عمل پر غور کیا گیا کے ساتھ ان کی ملاقات ہوئی جس میں مختلف امور پر تبادلہ خیال کیا گیا اور انہوں نے کہا کہ پاکستان کی ترقی کے لئے سب کو مل کر کام کرنا ہوگا حکومت عوام کی فلاح و بہبود کے لئے اقدامات کر رہی ہے اس موقع پر دیگر رہنما بھی موجود تھے جنہوں نے ملک کی صورتحال پر گفتگو کی اور مستقبل کے لائحہ عمل پر غور کیا گیا کے ساتھ ان کی ملاقات ہوئی جس میں مختلف [612,1178,707,1344]
article-text: کے ساتھ ان کی ملاقات ہوئی جس میں مختلف امور پر تبادلہ خیال کیا گیا اور انہوں نے کہا کہ پاکستان کی ترقی کے لئے سب کو مل کر کام کرنا ہوگا حکومت عوام کی فلاح و بہبود کے لئے اقدامات کر رہی ہے اس موقع پر دیگر رہنما بھی موجود تھے جنہوں نے ملک کی صورتحال پر گفتگو کی اور مستقبل کے لائحہ عمل پر غور کیا گیا کے ساتھ ان کی ملاقات ہوئی جس میں مختلف امور پر تبادلہ خیال کیا گیا اور انہوں نے کہا کہ پاکستان کی ترقی کے لئے سب کو مل کر کام کرنا ہوگا حکومت عوام کی فلاح و بہبود کے لئے اقدامات کر رہی ہے اس موقع پر دیگر رہنما بھی موجود تھے جنہوں نے ملک کی صورتحال پر گفتگو کی اور مستقبل کے لائحہ عمل پر غور کیا گیا کے ساتھ ان کی ملاقات ہوئی جس میں مختلف امور پر تبادلہ خیال کیا گیا اور انہوں نے کہا [205,482,300,601]
leaf-icon [511,364,529,382]
article-text: کے ساتھ ان کی ملاقات ہوئی جس میں مختلف امور پر تبادلہ خیال کیا گیا اور انہوں نے کہا کہ پاکستان کی ترقی کے لئے سب کو مل کر کام کرنا ہوگا حکومت عوام کی فلاح و بہبود کے لئے اقدامات کر رہی ہے اس موقع پر دیگر رہنما بھی موجود تھے جنہوں نے ملک کی صورتحال پر گفتگو کی اور مستقبل کے لائحہ عمل پر غور کیا گیا کے ساتھ ان کی ملاقات ہوئی جس میں مختلف [2,15,96,74]
article-text: کے ساتھ ان کی ملاقات ہوئی جس میں مختلف امور پر تبادلہ خیال کیا گیا اور انہوں نے کہا کہ پاکستان کی ترقی کے لئے سب کو مل کر کام کرنا ہوگا حکومت عوام کی فلاح و بہبود کے لئے اقدامات کر رہی ہے اس موقع پر دیگر رہنما بھی موجود تھے جنہوں نے ملک کی صورتحال پر گفتگو کی اور مستقبل کے لائحہ عمل پر غور کیا گیا کے ساتھ ان کی ملاقات ہوئی جس میں مختلف امور پر تبادلہ خیال کیا گیا اور انہوں نے کہا کہ پاکستان کی ترقی کے لئے سب کو مل کر کام کرنا ہوگا حکومت عوام کی فلاح و بہبود کے لئے اقدامات کر رہی ہے اس موقع پر دیگر رہنما بھی موجود تھے جنہوں نے ملک کی صورتحال پر گفتگو کی اور مستقبل کے لائحہ عمل پر غور کیا گیا کے ساتھ ان کی ملاقات ہوئی جس میں مختلف امور پر تبادلہ خیال کیا گیا اور انہوں نے کہا [205,991,300,1110]
item-header [613,460,707,482]
leaf-icon [485,369,503,387]
item-number: 31 [307,1031,335,1051]
leaf-icon [714,875,732,893]
item-header [714,1127,808,1149]
leaf-icon [613,340,631,358]
article-text: کے ساتھ ان کی ملاقات ہوئی جس میں مختلف امور پر تبادلہ خیال کیا گیا اور انہوں نے کہا کہ پاکستان کی ترقی کے لئے سب کو مل کر کام کرنا ہوگا حکومت عوام کی فلاح و بہبود کے لئے اقدامات کر رہی ہے اس موقع پر دیگر رہنما بھی موجود تھے جنہوں [205,1139,300,1179]
leaf-icon [281,821,299,839]
article-text: کے ساتھ ان کی ملاقات ہوئی جس میں مختلف امور پر تبادلہ خیال کیا گیا اور انہوں نے کہا کہ پاکستان کی ترقی کے لئے سب کو مل کر کام کرنا ہوگا حکومت عوام کی فلاح و بہبود کے لئے اقدامات کر رہی ہے اس موقع پر دیگر رہنما بھی موجود تھے جنہوں نے ملک کی صورتحال پر گفتگو کی اور مستقبل کے لائحہ عمل پر غور کیا گیا کے ساتھ ان کی ملاقات ہوئی جس میں مختلف امور پر تبادلہ خیال کیا گیا اور انہوں نے کہا کہ پاکستان کی ترقی کے لئے سب کو مل کر کام کرنا ہوگا حکومت عوام کی فلاح و بہبود کے لئے اقدامات کر رہی ہے اس موقع پر دیگر رہنما بھی موجود تھے جنہوں نے ملک کی صورتحال پر گفتگو کی اور مستقبل کے لائحہ عمل پر غور کیا گیا کے ساتھ ان کی ملاقات ہوئی جس میں مختلف امور پر تبادلہ خیال کیا گیا اور انہوں نے کہا کہ پاکستان کی ترقی کے لئے سب کو مل کر کام کرنا ہوگا حکومت عوام کی فلاح و بہبود کے لئے اقدامات کر رہی ہے اس موقع پر دیگر رہنما بھی موجود تھے جنہوں نے ملک کی صورتحال پر گفتگو کی اور مستقبل کے لائحہ عمل پر غور کیا گیا کے ساتھ ان کی ملاقات ہوئی جس میں مختلف امور پر تبادلہ خیال کیا گیا اور انہوں نے کہا کہ پاکستان کی ترقی کے لئے سب کو مل کر کام کرنا ہوگا حکومت عوام کی فلاح و [205,629,300,815]
item-number: 21 [577,1007,605,1027]
item-header [714,18,808,40]
header-bar [734,144,778,156]
leaf-icon [485,1048,503,1066]
item-header [409,125,503,147]
header-bar [633,343,677,355]
article-text: کے ساتھ ان کی ملاقات ہوئی جس میں مختلف امور پر تبادلہ خیال کیا گیا اور انہوں نے کہا کہ پاکستان کی ترقی کے لئے سب کو مل کر کام کرنا ہوگا حکومت عوام کی فلاح و بہبود کے لئے اقدامات کر رہی ہے اس موقع پر دیگر رہنما بھی موجود تھے جنہوں نے ملک کی صورتحال پر گفتگو کی اور مستقبل کے لائحہ عمل پر غور کیا گیا کے ساتھ ان کی ملاقات ہوئی جس میں مختلف امور پر تبادلہ خیال کیا گیا اور انہوں نے کہا کہ پاکستان کی ترقی کے لئے سب کو مل کر کام کرنا ہوگا حکومت عوام کی فلاح و بہبود کے لئے اقدامات کر رہی ہے اس موقع پر دیگر رہنما بھی موجود تھے جنہوں نے [714,43,808,135]
header-bar [734,878,778,890]
leaf-icon [180,420,198,438]
item-number: 24 [409,247,437,267]
article-text: کے ساتھ ان کی ملاقات ہوئی جس میں مختلف امور پر تبادلہ خیال کیا گیا اور انہوں نے کہا کہ پاکستان کی ترقی کے لئے سب کو مل کر کام کرنا ہوگا حکومت عوام کی فلاح و بہبود کے لئے اقدامات کر رہی ہے اس موقع پر دیگر رہنما بھی موجود تھے جنہوں نے ملک کی صورتحال پر گفتگو کی اور مستقبل کے لائحہ عمل پر غور کیا گیا کے ساتھ ان کی ملاقات ہوئی جس میں مختلف امور پر تبادلہ خیال کیا گیا اور انہوں نے کہا کہ پاکستان کی ترقی کے لئے سب کو مل کر کام کرنا ہوگا حکومت عوام کی فلاح و بہبود کے لئے اقدامات کر رہی ہے اس موقع پر دیگر رہنما بھی موجود تھے جنہوں نے ملک کی صورتحال پر گفتگو کی اور مستقبل کے لائحہ عمل پر غور کیا گیا کے ساتھ ان کی ملاقات ہوئی جس میں مختلف امور پر تبادلہ خیال کیا گیا اور انہوں نے کہا کہ پاکستان کی ترقی کے لئے سب کو مل کر کام کرنا ہوگا حکومت عوام کی فلاح و [714,1151,808,1283]
item-number: 36 [206,968,234,988]
item-number: 18 [577,564,605,584]
leaf-icon [180,929,198,947]
item-number: 37 [206,1115,234,1135]
item-header [2,226,96,248]
column-8 [0,15,98,1345]
column-3 [508,15,607,1345]
item-number: 3 [780,539,808,559]
header-bar [236,64,280,76]
leaf-icon [281,607,299,625]
leaf-icon [281,61,299,79]
column-6 [203,15,302,1345]
item-header [206,1114,300,1136]
item-number: 33 [206,458,234,478]
header-bar [236,462,280,474]
article-text: کے ساتھ ان کی ملاقات ہوئی جس میں مختلف امور پر تبادلہ خیال کیا گیا اور انہوں نے کہا کہ پاکستان کی ترقی کے لئے سب کو مل کر کام کرنا ہوگا حکومت عوام کی فلاح و بہبود کے لئے اقدامات کر رہی ہے اس موقع پر دیگر رہنما بھی موجود تھے جنہوں نے ملک کی صورتحال پر گفتگو کی اور مستقبل کے لائحہ عمل پر غور کیا گیا کے ساتھ ان کی ملاقات ہوئی جس میں مختلف امور پر تبادلہ خیال کیا گیا اور انہوں نے کہا کہ پاکستان کی ترقی کے لئے سب کو مل کر کام کرنا ہوگا حکومت عوام کی فلاح و بہبود کے لئے اقدامات کر رہی ہے اس موقع پر دیگر رہنما بھی موجود تھے جنہوں نے ملک کی صورتحال پر گفتگو کی اور مستقبل کے لائحہ عمل پر غور کیا گیا کے ساتھ ان کی ملاقات ہوئی جس میں مختلف امور پر تبادلہ خیال کیا گیا اور انہوں نے کہا کہ پاکستان کی ترقی کے لئے سب کو مل کر کام کرنا ہوگا حکومت عوام کی فلاح و بہبود کے لئے اقدامات کر رہی ہے اس موقع پر دیگر رہنما بھی موجود تھے جنہوں نے ملک کی صورتحال پر گفتگو کی اور مستقبل کے لائحہ عمل پر غور کیا گیا کے ساتھ ان کی ملاقات ہوئی جس میں مختلف امور پر تبادلہ خیال کیا گیا اور انہوں نے کہا کہ پاکستان کی ترقی کے لئے سب کو مل کر کام کرنا ہوگا حکومت عوام کی فلاح و بہبود کے لئے اقدامات کر رہی ہے اس موقع پر دیگر رہنما بھی موجود تھے جنہوں نے ملک کی صورتحال پر گفتگو کی اور مستقبل کے لائحہ عمل پر غور کیا گیا کے ساتھ ان کی ملاقات ہوئی جس میں مختلف امور پر تبادلہ خیال کیا گیا اور انہوں نے کہا کہ پاکستان کی ترقی کے لئے سب کو مل کر کام کرنا ہوگا حکومت عوام کی فلاح و بہبود کے لئے اقدامات کر رہی ہے اس موقع پر دیگر رہنما بھی موجود تھے جنہوں نے ملک کی صورتحال پر گفتگو کی اور مستقبل کے لائحہ عمل پر غور کیا گیا کے ساتھ ان کی ملاقات ہوئی جس میں مختلف امور پر تبادلہ خیال کیا گیا اور انہوں نے کہا کہ پاکستان کی ترقی کے لئے سب کو مل کر کام کرنا ہوگا حکومت عوام کی فلاح و بہبود کے لئے اقدامات کر رہی ہے اس موقع پر دیگر رہنما بھی موجود تھے جنہوں نے ملک کی صورتحال پر گفتگو کی اور مستقبل کے لائحہ عمل پر غور کیا گیا کے ساتھ ان کی ملاقات ہوئی جس میں مختلف امور پر تبادلہ خیال کیا گیا اور انہوں نے کہا کہ پاکستان کی ترقی کے لئے سب کو مل کر کام کرنا ہوگا حکومت عوام کی فلاح و بہبود کے لئے اقدامات کر رہی ہے اس موقع پر دیگر رہنما بھی موجود تھے جنہوں نے ملک کی صورتحال پر گفتگو کی اور مستقبل کے لائحہ عمل پر غور کیا گیا کے ساتھ ان کی ملاقات ہوئی جس میں مختلف امور پر تبادلہ خیال کیا گیا اور انہوں نے کہا کہ پاکستان کی ترقی کے لئے سب کو مل کر کام کرنا ہوگا حکومت عوام کی فلاح و بہبود کے لئے اقدامات کر رہی ہے اس موقع پر دیگر رہنما بھی موجود تھے جنہوں نے ملک کی صورتحال پر گفتگو کی اور مستقبل کے لائحہ عمل پر غور کیا گیا کے ساتھ ان کی ملاقات ہوئی جس میں مختلف امور پر تبادلہ خیال کیا گیا اور انہوں نے کہا [409,606,503,1041]
article-text: کے ساتھ ان کی ملاقات ہوئی جس میں مختلف امور پر تبادلہ خیال کیا گیا اور انہوں نے کہا کہ پاکستان کی ترقی کے لئے سب کو مل کر کام کرنا ہوگا حکومت عوام کی فلاح و بہبود کے لئے اقدامات کر رہی ہے اس موقع پر دیگر رہنما بھی موجود تھے جنہوں [103,1168,198,1208]
item-header [409,246,503,268]
article-text: کے ساتھ ان کی ملاقات ہوئی جس میں مختلف امور پر تبادلہ خیال کیا گیا اور انہوں نے کہا کہ پاکستان کی ترقی کے لئے سب کو مل کر کام کرنا ہوگا حکومت عوام کی فلاح و بہبود کے لئے اقدامات کر رہی ہے اس موقع پر دیگر رہنما بھی موجود تھے جنہوں نے ملک کی صورتحال پر گفتگو کی اور مستقبل کے لائحہ عمل پر غور کیا گیا کے ساتھ ان کی ملاقات ہوئی جس میں مختلف امور پر تبادلہ خیال کیا گیا اور انہوں نے کہا کہ پاکستان کی ترقی کے لئے سب کو مل کر کام کرنا ہوگا حکومت عوام کی فلاح و بہبود کے لئے اقدامات کر رہی ہے اس موقع پر دیگر رہنما بھی موجود تھے جنہوں نے ملک کی صورتحال پر گفتگو کی اور مستقبل کے لائحہ عمل پر غور کیا گیا کے ساتھ ان کی ملاقات ہوئی جس میں مختلف امور پر تبادلہ خیال کیا گیا اور انہوں نے کہا کہ پاکستان کی ترقی کے لئے سب کو مل کر کام کرنا ہوگا حکومت عوام کی فلاح و بہبود کے لئے اقدامات کر رہی ہے اس موقع پر دیگر رہنما بھی موجود تھے جنہوں نے ملک کی صورتحال پر گفتگو کی اور مستقبل کے لائحہ عمل پر غور کیا گیا کے ساتھ ان کی ملاقات ہوئی جس میں مختلف امور پر تبادلہ خیال کیا گیا اور انہوں نے کہا کہ پاکستان کی ترقی کے لئے سب کو مل کر کام کرنا ہوگا حکومت عوام کی فلاح و بہبود کے لئے اقدامات کر رہی ہے اس موقع پر دیگر رہنما بھی موجود تھے جنہوں نے ملک کی صورتحال پر گفتگو کی اور مستقبل کے لائحہ عمل پر غور کیا گیا کے ساتھ ان کی ملاقات ہوئی جس میں مختلف امور پر تبادلہ خیال کیا گیا اور انہوں نے کہا کہ پاکستان کی ترقی کے لئے سب کو مل کر کام کرنا ہوگا حکومت عوام کی فلاح و بہبود کے لئے اقدامات کر رہی ہے اس موقع پر دیگر رہنما بھی موجود تھے جنہوں نے ملک کی صورتحال پر گفتگو کی اور مستقبل کے لائحہ عمل پر غور کیا گیا کے [612,885,707,1150]
article-text: کے ساتھ ان کی ملاقات ہوئی جس میں مختلف امور پر تبادلہ خیال کیا گیا اور انہوں نے کہا کہ پاکستان کی ترقی کے لئے سب کو مل کر کام کرنا ہوگا حکومت عوام کی فلاح و بہبود کے لئے اقدامات کر رہی ہے اس موقع پر دیگر رہنما بھی موجود تھے جنہوں نے ملک کی صورتحال پر گفتگو کی اور مستقبل کے لائحہ عمل پر غور کیا گیا کے [612,484,707,537]
article-text: کے ساتھ ان کی ملاقات ہوئی جس میں مختلف امور پر تبادلہ خیال کیا گیا اور انہوں نے کہا کہ پاکستان کی ترقی کے لئے سب کو مل کر کام کرنا ہوگا حکومت عوام کی فلاح و بہبود کے لئے اقدامات کر رہی ہے اس موقع پر دیگر رہنما بھی موجود تھے جنہوں نے ملک کی صورتحال پر گفتگو کی اور مستقبل کے لائحہ عمل پر غور کیا گیا کے ساتھ ان کی ملاقات ہوئی جس میں مختلف امور پر تبادلہ خیال کیا گیا اور انہوں نے کہا کہ پاکستان کی ترقی کے لئے سب کو مل کر کام کرنا ہوگا حکومت عوام کی فلاح و [612,15,707,94]
article-text: کے ساتھ ان کی ملاقات ہوئی جس میں مختلف امور پر تبادلہ خیال کیا گیا اور انہوں نے کہا کہ پاکستان کی ترقی کے لئے سب کو مل کر کام کرنا ہوگا حکومت عوام کی فلاح و بہبود کے لئے اقدامات کر رہی ہے اس موقع پر دیگر رہنما بھی موجود تھے جنہوں نے ملک کی صورتحال پر گفتگو کی اور مستقبل کے لائحہ عمل پر غور کیا گیا کے ساتھ ان کی ملاقات ہوئی جس میں مختلف امور پر تبادلہ خیال کیا گیا اور انہوں نے کہا کہ پاکستان کی ترقی کے لئے سب کو مل کر کام کرنا ہوگا حکومت عوام کی فلاح و بہبود کے لئے اقدامات کر رہی ہے اس موقع پر دیگر رہنما بھی موجود تھے جنہوں نے [409,149,503,242]
item-number: 2 [780,140,808,160]
item-number: 23 [409,126,437,146]
header-bar [134,731,178,743]
header-bar [337,848,381,860]
header-bar [531,1011,575,1023]
leaf-icon [180,515,198,533]
article-text: کے ساتھ ان کی ملاقات ہوئی جس میں مختلف امور پر تبادلہ خیال کیا گیا اور انہوں نے کہا کہ پاکستان کی ترقی کے لئے سب کو مل کر کام کرنا ہوگا حکومت عوام کی فلاح و بہبود کے لئے اقدامات کر رہی ہے اس موقع پر دیگر رہنما بھی موجود تھے جنہوں نے ملک کی صورتحال پر گفتگو کی اور مستقبل کے لائحہ عمل پر غور کیا گیا کے ساتھ ان کی ملاقات ہوئی جس میں مختلف امور پر تبادلہ خیال کیا گیا اور انہوں نے کہا کہ پاکستان کی ترقی کے لئے سب کو مل کر کام کرنا ہوگا حکومت عوام کی فلاح و بہبود کے لئے اقدامات کر رہی ہے اس موقع پر دیگر رہنما بھی موجود تھے جنہوں نے ملک کی صورتحال پر گفتگو کی اور مستقبل کے لائحہ عمل پر غور کیا گیا کے ساتھ ان کی ملاقات ہوئی جس میں مختلف امور پر تبادلہ خیال کیا گیا اور انہوں نے کہا [205,843,300,962]
article-text: کے ساتھ ان کی ملاقات ہوئی جس میں مختلف امور پر تبادلہ خیال کیا گیا اور انہوں نے کہا کہ پاکستان کی ترقی کے لئے سب کو مل کر کام کرنا ہوگا حکومت عوام کی فلاح و بہبود کے لئے اقدامات کر رہی ہے اس موقع پر دیگر رہنما بھی موجود تھے جنہوں نے ملک کی صورتحال پر گفتگو کی اور مستقبل کے لائحہ عمل پر غور کیا گیا کے ساتھ ان کی ملاقات ہوئی جس میں مختلف امور پر تبادلہ خیال کیا گیا اور انہوں نے کہا کہ پاکستان کی ترقی کے لئے سب کو مل کر کام کرنا ہوگا حکومت عوام کی فلاح و [2,251,96,330]
leaf-icon [613,1156,631,1174]
item-number: 10 [678,99,706,119]
leaf-icon [613,863,631,881]
header-bar [734,543,778,555]
header-bar [337,248,381,260]
leaf-icon [383,845,401,863]
header-bar [134,1148,178,1160]
item-number: 35 [206,820,234,840]
item-number: 25 [409,368,437,388]
header-bar [531,568,575,580]
article-text: کے ساتھ ان کی ملاقات ہوئی جس میں مختلف امور پر تبادلہ خیال کیا گیا اور انہوں نے کہا کہ پاکستان کی ترقی کے لئے سب کو مل کر کام کرنا ہوگا حکومت عوام کی فلاح و بہبود کے لئے اقدامات کر رہی ہے اس [714,1312,808,1345]
header-bar [734,664,778,676]
article-text: کے ساتھ ان کی ملاقات ہوئی جس میں مختلف امور پر تبادلہ خیال کیا گیا اور انہوں نے کہا کہ پاکستان کی ترقی کے لئے سب کو مل کر کام کرنا ہوگا حکومت عوام کی فلاح و بہبود کے لئے اقدامات کر رہی ہے اس موقع پر دیگر رہنما بھی موجود تھے جنہوں نے ملک کی صورتحال پر گفتگو کی اور مستقبل کے لائحہ عمل پر غور کیا گیا کے ساتھ ان کی ملاقات ہوئی جس میں مختلف امور پر تبادلہ خیال کیا گیا اور انہوں نے کہا کہ پاکستان کی ترقی کے لئے سب کو مل کر کام کرنا ہوگا حکومت عوام کی فلاح و بہبود کے لئے اقدامات کر رہی ہے اس موقع پر دیگر رہنما بھی موجود تھے جنہوں نے ملک کی صورتحال پر گفتگو کی اور مستقبل کے لائحہ عمل پر غور کیا گیا کے ساتھ ان کی ملاقات ہوئی جس میں مختلف امور پر تبادلہ خیال کیا گیا اور انہوں نے کہا کہ پاکستان کی ترقی کے لئے سب کو مل کر کام کرنا ہوگا حکومت عوام کی فلاح و بہبود کے لئے اقدامات کر رہی ہے اس موقع پر دیگر رہنما بھی موجود تھے جنہوں نے ملک کی صورتحال پر گفتگو کی اور مستقبل کے لائحہ عمل پر غور کیا گیا کے ساتھ ان کی ملاقات ہوئی جس میں مختلف امور پر تبادلہ خیال کیا گیا اور انہوں نے کہا کہ پاکستان کی ترقی کے لئے سب کو مل کر کام کرنا ہوگا حکومت عوام کی فلاح و بہبود کے لئے اقدامات کر رہی ہے اس موقع پر دیگر رہنما بھی موجود تھے جنہوں نے ملک کی صورتحال پر گفتگو کی اور مستقبل کے لائحہ عمل پر غور کیا گیا کے [612,123,707,334]
item-header [714,873,808,895]
date-line: روزنامہ کاوش جنوب اسلام آباد جمعہ 29 جون 2018ء [569,1,804,11]
item-number: 34 [206,606,234,626]
leaf-icon [714,141,732,159]
header-bar [337,462,381,474]
leaf-icon [78,228,96,246]
header-bar [134,932,178,944]
item-number: 48 [2,335,30,355]
article-text: کے ساتھ ان کی ملاقات ہوئی جس میں مختلف امور پر تبادلہ خیال کیا گیا اور انہوں نے کہا کہ پاکستان کی ترقی کے لئے سب کو مل کر کام کرنا ہوگا حکومت عوام کی فلاح و بہبود کے لئے اقدامات کر رہی ہے اس موقع پر دیگر رہنما بھی موجود تھے جنہوں نے ملک کی صورتحال پر گفتگو کی اور مستقبل کے لائحہ عمل پر غور کیا گیا کے [103,951,198,1005]
leaf-icon [281,459,299,477]
header-bar [32,231,76,243]
item-number: 17 [577,363,605,383]
leaf-icon [281,1116,299,1134]
header-bar [734,1293,778,1305]
item-number: 30 [307,844,335,864]
article-text: کے ساتھ ان کی ملاقات ہوئی جس میں مختلف امور پر تبادلہ خیال کیا گیا اور انہوں نے کہا کہ پاکستان کی ترقی کے لئے سب کو مل کر کام کرنا ہوگا حکومت عوام کی فلاح و بہبود کے لئے اقدامات کر رہی ہے اس موقع پر دیگر رہنما بھی موجود تھے جنہوں نے ملک کی صورتحال پر گفتگو کی اور مستقبل کے لائحہ عمل پر غور کیا گیا کے ساتھ ان کی ملاقات ہوئی جس میں مختلف امور پر تبادلہ خیال کیا گیا اور انہوں نے کہا کہ پاکستان کی ترقی کے لئے سب کو مل کر کام کرنا ہوگا حکومت عوام کی فلاح و بہبود کے لئے اقدامات کر رہی ہے اس موقع پر دیگر رہنما بھی موجود تھے جنہوں نے [510,909,605,1002]
item-header [307,243,401,265]
header-bar [633,547,677,559]
leaf-icon [485,248,503,266]
item-number: 43 [104,1010,132,1030]
leaf-icon [511,565,529,583]
item-number: 15 [678,1155,706,1175]
leaf-icon [180,1214,198,1232]
item-header [307,843,401,865]
header-bar [236,972,280,984]
item-number: 14 [678,862,706,882]
header-bar [633,465,677,477]
article-text: کے ساتھ ان کی ملاقات ہوئی جس میں مختلف امور پر تبادلہ خیال کیا گیا اور انہوں نے کہا کہ پاکستان کی ترقی کے لئے سب کو مل کر کام کرنا ہوگا حکومت عوام کی فلاح و بہبود کے لئے اقدامات کر رہی ہے اس موقع پر دیگر رہنما بھی موجود تھے جنہوں نے ملک کی صورتحال پر گفتگو کی اور مستقبل کے لائحہ عمل پر غور کیا گیا کے ساتھ ان کی ملاقات ہوئی جس میں مختلف امور پر تبادلہ خیال کیا گیا اور انہوں نے کہا [103,442,198,508]
article-text: کے ساتھ ان کی ملاقات ہوئی جس میں مختلف امور پر تبادلہ خیال کیا گیا اور انہوں نے کہا کہ پاکستان کی ترقی کے لئے سب کو مل کر کام کرنا ہوگا حکومت عوام کی فلاح و بہبود کے لئے اقدامات کر رہی ہے اس موقع پر دیگر رہنما بھی موجود تھے جنہوں نے ملک کی صورتحال پر گفتگو کی اور مستقبل کے لائحہ عمل پر غور کیا گیا کے ساتھ ان کی ملاقات ہوئی جس میں مختلف امور پر تبادلہ خیال کیا گیا اور انہوں نے کہا کہ پاکستان کی ترقی کے لئے سب کو مل کر کام کرنا ہوگا حکومت عوام کی فلاح و بہبود کے لئے اقدامات کر رہی ہے اس موقع پر دیگر رہنما بھی موجود تھے جنہوں نے ملک کی صورتحال پر گفتگو کی اور مستقبل کے لائحہ عمل پر غور کیا گیا کے ساتھ ان کی ملاقات ہوئی جس میں مختلف امور پر تبادلہ خیال کیا گیا اور انہوں نے کہا [2,103,96,222]
item-header [104,257,198,279]
item-number: 29 [307,458,335,478]
leaf-icon [281,969,299,987]
leaf-icon [78,336,96,354]
article-text: کے ساتھ ان کی ملاقات ہوئی جس میں مختلف امور پر تبادلہ خیال کیا گیا اور انہوں نے کہا کہ پاکستان کی ترقی کے لئے سب کو مل کر کام کرنا ہوگا حکومت عوام کی فلاح و بہبود کے لئے اقدامات کر رہی ہے اس موقع پر دیگر رہنما بھی موجود تھے جنہوں نے ملک کی صورتحال پر گفتگو کی اور مستقبل کے لائحہ عمل پر غور کیا گیا کے ساتھ ان کی ملاقات ہوئی جس میں مختلف امور پر تبادلہ خیال کیا گیا اور انہوں نے کہا کہ پاکستان کی ترقی کے لئے سب کو مل کر کام کرنا ہوگا حکومت عوام کی فلاح و بہبود کے لئے اقدامات کر رہی ہے اس موقع پر دیگر رہنما بھی موجود تھے جنہوں نے ملک کی صورتحال پر گفتگو کی اور مستقبل کے لائحہ عمل پر غور کیا گیا کے [409,15,503,120]
header-bar [439,130,483,142]
item-number: 7 [780,1289,808,1309]
item-number: 28 [307,244,335,264]
leaf-icon [714,1129,732,1147]
article-text: کے ساتھ ان کی ملاقات ہوئی جس میں مختلف امور پر تبادلہ خیال کیا گیا اور انہوں نے کہا کہ پاکستان کی ترقی کے لئے سب کو مل کر کام کرنا ہوگا حکومت عوام کی فلاح و بہبود کے لئے اقدامات کر رہی ہے اس موقع پر دیگر رہنما بھی موجود تھے جنہوں نے ملک کی صورتحال پر گفتگو کی اور مستقبل کے لائحہ عمل پر غور کیا گیا کے ساتھ ان کی ملاقات ہوئی جس میں مختلف امور پر تبادلہ خیال کیا گیا اور انہوں نے کہا کہ پاکستان کی ترقی کے لئے سب کو مل کر کام کرنا ہوگا حکومت عوام کی فلاح و بہبود کے لئے اقدامات کر رہی ہے اس موقع پر دیگر رہنما بھی موجود تھے جنہوں نے ملک کی صورتحال پر گفتگو کی اور مستقبل کے لائحہ عمل پر غور کیا گیا کے ساتھ ان کی ملاقات ہوئی جس میں مختلف امور پر تبادلہ خیال کیا گیا اور انہوں نے کہا کہ پاکستان کی ترقی کے لئے سب کو مل کر کام کرنا ہوگا حکومت عوام کی فلاح و بہبود کے لئے اقدامات کر رہی ہے اس موقع پر دیگر رہنما بھی موجود تھے جنہوں نے ملک کی صورتحال پر گفتگو کی اور مستقبل کے لائحہ عمل پر غور کیا گیا کے ساتھ ان کی ملاقات ہوئی جس میں مختلف امور پر تبادلہ خیال کیا گیا اور انہوں نے کہا کہ پاکستان کی ترقی کے لئے سب کو مل کر کام کرنا ہوگا حکومت عوام کی فلاح و [409,392,503,577]
leaf-icon [78,80,96,98]
leaf-icon [511,1008,529,1026]
header-bar [236,610,280,622]
leaf-icon [613,462,631,480]
item-header [206,457,300,479]
item-header [409,1046,503,1068]
item-header [613,542,707,564]
item-number: 27 [409,1047,437,1067]
leaf-icon [714,20,732,38]
item-header [206,605,300,627]
article-text: کے ساتھ ان کی ملاقات ہوئی جس میں مختلف امور پر تبادلہ خیال کیا گیا اور انہوں نے کہا کہ پاکستان کی ترقی کے لئے سب کو مل کر کام کرنا ہوگا حکومت عوام کی فلاح و بہبود کے لئے اقدامات کر رہی ہے اس موقع پر دیگر رہنما بھی موجود تھے جنہوں نے ملک کی صورتحال پر گفتگو کی اور مستقبل کے لائحہ عمل پر غور کیا گیا کے ساتھ ان کی ملاقات ہوئی جس میں مختلف امور پر تبادلہ خیال کیا گیا اور انہوں نے کہا کہ پاکستان کی ترقی کے لئے سب کو مل کر کام کرنا ہوگا حکومت عوام کی فلاح و بہبود کے لئے اقدامات کر رہی ہے اس موقع پر دیگر رہنما بھی موجود تھے جنہوں نے ملک کی صورتحال پر گفتگو کی اور مستقبل کے لائحہ عمل پر غور کیا گیا کے ساتھ ان کی ملاقات ہوئی جس میں مختلف امور پر تبادلہ خیال کیا گیا اور انہوں نے کہا کہ پاکستان کی ترقی کے لئے سب کو مل کر کام کرنا ہوگا حکومت عوام کی فلاح و بہبود کے لئے اقدامات کر رہی ہے اس موقع پر دیگر رہنما بھی موجود تھے جنہوں نے ملک کی صورتحال پر گفتگو کی اور مستقبل کے لائحہ عمل پر غور کیا گیا کے ساتھ ان کی ملاقات ہوئی جس میں مختلف امور پر تبادلہ خیال کیا گیا اور انہوں نے کہا کہ پاکستان کی ترقی کے لئے سب کو مل کر کام کرنا ہوگا حکومت عوام کی فلاح و بہبود کے لئے اقدامات کر رہی ہے اس موقع پر دیگر رہنما بھی موجود تھے جنہوں نے ملک کی صورتحال پر گفتگو کی اور مستقبل کے لائحہ عمل پر غور کیا گیا کے ساتھ ان کی ملاقات ہوئی جس میں مختلف امور پر تبادلہ خیال کیا گیا اور انہوں نے کہا کہ پاکستان کی ترقی کے لئے سب کو مل کر کام کرنا ہوگا حکومت عوام کی فلاح و بہبود کے لئے اقدامات کر رہی ہے اس موقع پر دیگر رہنما بھی موجود تھے جنہوں نے ملک کی صورتحال پر گفتگو کی اور مستقبل کے لائحہ عمل پر غور کیا گیا کے ساتھ ان کی ملاقات ہوئی جس میں مختلف امور پر تبادلہ خیال کیا گیا اور انہوں نے کہا کہ پاکستان کی ترقی کے لئے سب کو مل کر کام کرنا ہوگا حکومت عوام کی فلاح و بہبود کے لئے اقدامات کر رہی ہے اس موقع پر دیگر رہنما بھی موجود تھے جنہوں نے ملک کی صورتحال پر گفتگو کی اور مستقبل کے لائحہ عمل پر غور کیا گیا کے ساتھ ان کی ملاقات ہوئی جس میں مختلف امور پر تبادلہ خیال کیا گیا اور انہوں نے کہا کہ پاکستان کی ترقی کے لئے سب کو مل کر کام کرنا ہوگا حکومت عوام کی فلاح و بہبود کے لئے اقدامات کر رہی ہے اس موقع پر دیگر رہنما بھی موجود تھے جنہوں نے [307,482,401,838]
item-header [613,861,707,883]
item-header [104,418,198,440]
item-number: 42 [104,928,132,948]
article-text: کے ساتھ ان کی ملاقات ہوئی جس میں مختلف امور پر تبادلہ خیال کیا گیا اور انہوں نے کہا کہ پاکستان کی ترقی کے لئے سب کو مل کر کام کرنا ہوگا حکومت عوام کی فلاح و بہبود کے لئے اقدامات کر رہی ہے اس موقع پر دیگر رہنما بھی موجود تھے جنہوں نے ملک کی صورتحال پر گفتگو کی اور مستقبل کے لائحہ عمل پر غور کیا گیا کے ساتھ ان کی ملاقات ہوئی جس میں مختلف امور پر تبادلہ خیال کیا گیا اور انہوں نے کہا کہ پاکستان کی ترقی کے لئے سب کو مل کر کام کرنا ہوگا حکومت عوام کی فلاح و بہبود کے لئے اقدامات کر رہی ہے اس موقع پر دیگر رہنما بھی موجود تھے جنہوں نے [714,562,808,655]
leaf-icon [511,887,529,905]
item-header [511,1180,605,1202]
article-text: کے ساتھ ان کی ملاقات ہوئی جس میں مختلف امور پر تبادلہ خیال کیا گیا اور انہوں نے کہا کہ پاکستان کی ترقی کے لئے سب کو مل کر کام کرنا ہوگا حکومت عوام کی فلاح و بہبود کے لئے اقدامات کر رہی ہے اس موقع پر دیگر رہنما بھی موجود تھے جنہوں نے ملک کی صورتحال پر گفتگو کی اور مستقبل کے لائحہ عمل پر غور کیا گیا کے ساتھ ان کی ملاقات ہوئی جس میں مختلف امور پر تبادلہ خیال کیا گیا اور انہوں نے کہا کہ پاکستان کی ترقی کے لئے سب کو مل کر کام کرنا ہوگا حکومت عوام کی فلاح و بہبود کے لئے اقدامات کر رہی ہے اس موقع پر دیگر رہنما بھی موجود تھے جنہوں نے ملک کی صورتحال پر گفتگو کی اور مستقبل کے لائحہ عمل پر غور کیا گیا کے ساتھ ان کی ملاقات ہوئی جس میں مختلف امور پر تبادلہ خیال کیا گیا اور انہوں نے کہا کہ پاکستان کی ترقی کے لئے سب کو مل کر کام کرنا ہوگا حکومت عوام کی فلاح و بہبود کے لئے اقدامات کر رہی ہے اس موقع پر دیگر رہنما بھی موجود تھے جنہوں نے ملک کی صورتحال پر گفتگو کی اور مستقبل کے لائحہ عمل پر غور کیا گیا کے ساتھ ان کی ملاقات ہوئی جس میں مختلف امور پر تبادلہ خیال کیا گیا اور انہوں نے کہا کہ پاکستان کی ترقی کے لئے سب کو مل کر کام کرنا ہوگا حکومت عوام کی فلاح و [510,587,605,772]
item-header [104,927,198,949]
leaf-icon [383,459,401,477]
header-bar [439,586,483,598]
leaf-icon [383,1032,401,1050]
item-number: 20 [577,886,605,906]
leaf-icon [613,100,631,118]
item-header [714,659,808,681]
leaf-icon [180,259,198,277]
item-header [307,1030,401,1052]
header-bar [134,423,178,435]
